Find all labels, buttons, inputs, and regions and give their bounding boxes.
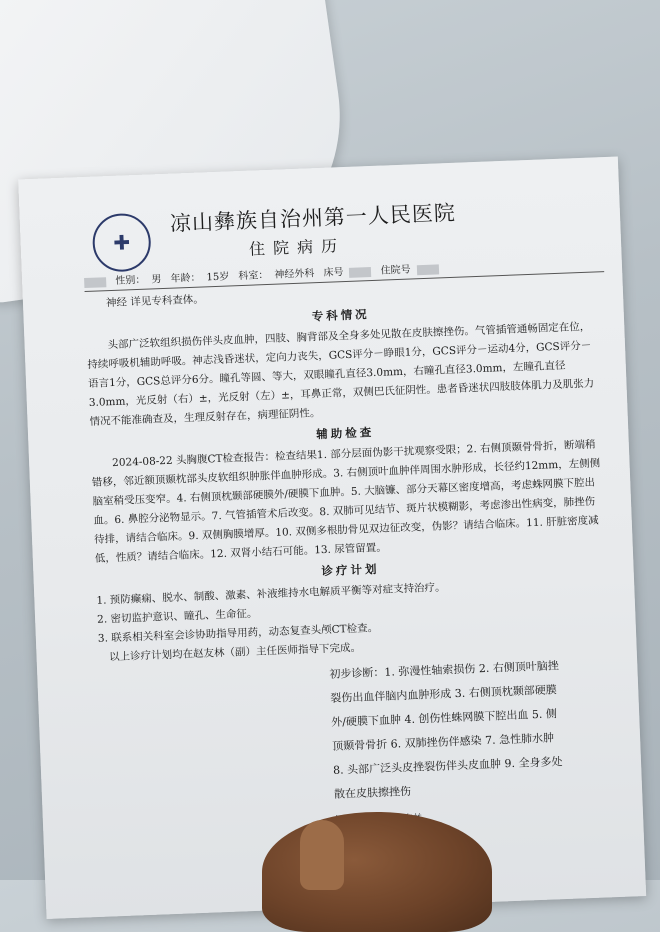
admission-label: 住院号 (380, 264, 411, 277)
intro-line: 神经 详见专科查体。 (105, 293, 205, 310)
hospital-name: 凉山彝族自治州第一人民医院 (169, 200, 457, 236)
plan-title: 诊疗计划 (321, 561, 380, 579)
specialty-title: 专科情况 (311, 307, 370, 324)
dept-label: 科室： (238, 269, 269, 283)
gender-value: 男 (151, 274, 162, 286)
redacted-bed (349, 267, 371, 278)
dept-value: 神经外科 (274, 268, 315, 281)
plan-item: 2. 密切监护意识、瞳孔、生命征。 (96, 607, 258, 626)
hospital-logo-icon: ✚ (92, 212, 152, 272)
gender-label: 性别： (115, 274, 146, 287)
redacted-admission (416, 264, 438, 275)
record-title: 住院病历 (248, 236, 346, 259)
plan-supervisor: 以上诊疗计划均在赵友林（副）主任医师指导下完成。 (108, 641, 362, 664)
redacted-name (84, 277, 106, 288)
preliminary-diagnosis: 初步诊断：1. 弥漫性轴索损伤 2. 右侧顶叶脑挫裂伤出血伴脑内血肿形成 3. 右侧顶枕颞部硬膜外/硬膜下血肿 4. 创伤性蛛网膜下腔出血 5. 侧顶颞骨骨折 6. 双肺挫伤伴感染 7. 急性肺水肿 8. 头部广泛头皮挫裂伤伴头皮血肿 9. 全身多处散在皮肤擦挫伤 (329, 659, 563, 801)
bed-label: 床号 (323, 267, 344, 279)
auxiliary-title: 辅助检查 (315, 425, 375, 442)
hand-holding-paper (262, 812, 492, 932)
age-value: 15岁 (206, 271, 230, 284)
plan-item: 3. 联系相关科室会诊协助指导用药，动态复查头颅CT检查。 (97, 622, 379, 645)
age-label: 年龄： (170, 272, 201, 285)
plan-item: 1. 预防癫痫、脱水、制酸、激素、补液维持水电解质平衡等对症支持治疗。 (96, 581, 446, 607)
auxiliary-text: 2024-08-22 头胸腹CT检查报告：检查结果1. 部分层面伪影干扰观察受限；2. 右侧顶颞骨骨折，断端稍错移，邻近额顶颞枕部头皮软组织肿胀伴血肿形成。3. 右侧顶叶血肿伴周围水肿形成，长径约12mm，左侧侧脑室稍受压变窄。4. 右侧顶枕颞部硬膜外/硬膜下血肿。5. 大脑镰、部分天幕区密度增高，考虑蛛网膜下腔出血。6. 鼻腔分泌物显示。7. 气管插管术后改变。8. 双肺可见结节、斑片状模糊影，考虑渗出性病变，肺挫伤待排，请结合临床。9. 双侧胸膜增厚。10. 双侧多根肋骨见双边征改变，伪影？请结合临床。11. 肝脏密度减低，性质？请结合临床。12. 双肾小结石可能。13. 尿管留置。 (91, 438, 601, 565)
specialty-text: 头部广泛软组织损伤伴头皮血肿，四肢、胸背部及全身多处见散在皮肤擦挫伤。气管插管通畅固定在位，持续呼吸机辅助呼吸。神志浅昏迷状，定向力丧失，GCS评分－睁眼1分，GCS评分－运动4分，GCS评分－语言1分，GCS总评分6分。瞳孔等圆、等大，双眼瞳孔直径3.0mm，右瞳孔直径3.0mm，左瞳孔直径3.0mm，光反射（右）±，光反射（左）±，耳鼻正常，双侧巴氏征阴性。患者昏迷状四肢肢体肌力及肌张力情况不能准确查及，生理反射存在，病理征阴性。 (87, 320, 595, 428)
medical-record-sheet (18, 156, 646, 918)
